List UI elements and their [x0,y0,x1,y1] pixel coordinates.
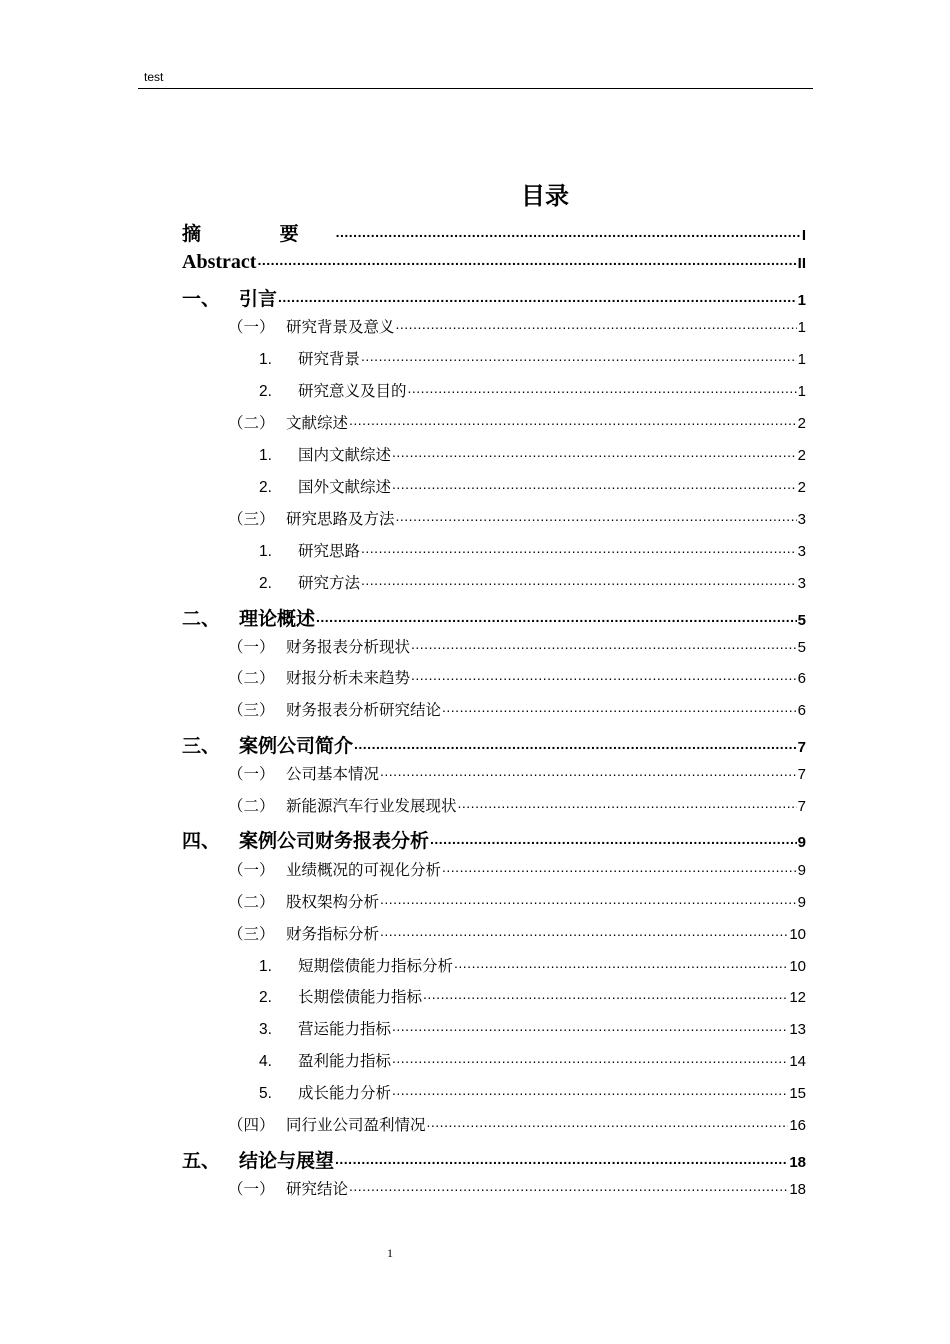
toc-entry-text: 研究思路及方法 [286,510,395,528]
toc-entry-number: 二、 [182,608,221,630]
toc-entry[interactable] [182,251,806,274]
toc-entry-number: （二） [228,893,275,911]
toc-entry-text: 结论与展望 [239,1150,335,1172]
toc-entry-text: 研究方法 [298,574,361,592]
toc-entry-text: 摘 要 [182,223,335,245]
toc-entry-number: 1. [259,958,272,975]
toc-entry-page: 15 [789,1085,806,1102]
toc-entry-page: 1 [797,292,806,309]
toc-dot-leader [349,412,797,428]
toc-entry-page: 18 [789,1154,806,1171]
toc-entry-label [182,284,277,311]
toc-entry[interactable] [182,666,806,688]
toc-entry[interactable] [182,794,806,816]
toc-dot-leader [361,540,797,556]
toc-dot-leader [408,380,797,396]
toc-entry[interactable] [182,1146,806,1173]
toc-entry-number: 5. [259,1085,272,1102]
toc-entry[interactable] [182,507,806,529]
toc-entry-number: （四） [228,1116,275,1134]
toc-entry-number: 1. [259,543,272,560]
toc-entry-number: 2. [259,479,272,496]
toc-entry-label [182,571,360,593]
toc-entry-number: 三、 [182,735,221,757]
toc-entry-label [182,443,391,465]
toc-entry-number: （一） [228,318,275,336]
toc-entry[interactable] [182,635,806,657]
toc-entry-number: 五、 [182,1150,221,1172]
toc-dot-leader [392,1018,788,1034]
toc-entry-label [182,604,315,631]
toc-entry[interactable] [182,922,806,944]
toc-entry[interactable] [182,604,806,631]
toc-entry-page: 7 [797,766,806,783]
toc-dot-leader [278,289,797,305]
toc-entry-label [182,858,441,880]
toc-entry-text: 营运能力指标 [298,1020,392,1038]
toc-entry-label [182,794,457,816]
toc-entry-text: 案例公司财务报表分析 [239,830,430,852]
toc-entry-number: （三） [228,925,275,943]
toc-entry-label [182,826,429,853]
toc-entry-label [182,475,391,497]
toc-entry-label [182,539,360,561]
toc-entry-label [182,411,348,433]
toc-dot-leader [411,667,797,683]
toc-entry-label [182,1146,334,1173]
toc-entry[interactable] [182,698,806,720]
toc-entry-number: （二） [228,414,275,432]
toc-entry-text: 同行业公司盈利情况 [286,1116,426,1134]
toc-entry-text: 理论概述 [239,608,316,630]
toc-entry[interactable] [182,1017,806,1039]
toc-entry-text: 公司基本情况 [286,765,380,783]
toc-entry-page: 6 [797,702,806,719]
toc-entry-number: （二） [228,669,275,687]
toc-entry-page: 13 [789,1021,806,1038]
toc-entry-label [182,922,379,944]
toc-entry-number: 2. [259,989,272,1006]
toc-dot-leader [411,636,797,652]
toc-entry-text: 引言 [239,288,278,310]
toc-entry-label [182,315,395,337]
toc-entry-page: 10 [789,926,806,943]
toc-entry[interactable] [182,1113,806,1135]
toc-entry-text: 财务报表分析现状 [286,638,411,656]
toc-entry-label [182,698,441,720]
toc-entry[interactable] [182,1049,806,1071]
toc-entry[interactable] [182,539,806,561]
toc-entry-text: 研究背景及意义 [286,318,395,336]
toc-entry-text: 业绩概况的可视化分析 [286,861,442,879]
toc-dot-leader [335,1151,788,1167]
toc-dot-leader [423,986,788,1002]
toc-entry-label [182,1113,426,1135]
toc-entry[interactable] [182,571,806,593]
toc-entry[interactable] [182,219,806,246]
toc-entry-label [182,731,353,758]
toc-entry-text: 长期偿债能力指标 [298,988,423,1006]
toc-entry-label [182,1081,391,1103]
toc-entry-text: 财报分析未来趋势 [286,669,411,687]
toc-entry-label [182,507,395,529]
toc-entry-text: 股权架构分析 [286,893,380,911]
toc-entry-page: 6 [797,670,806,687]
toc-entry-label [182,347,360,369]
toc-entry-text: 短期偿债能力指标分析 [298,957,454,975]
toc-entry-page: 3 [797,575,806,592]
toc-entry-number: 3. [259,1021,272,1038]
toc-entry-label [182,635,410,657]
toc-entry-text: 盈利能力指标 [298,1052,392,1070]
toc-entry-number: （三） [228,701,275,719]
toc-entry-text: 研究结论 [286,1180,349,1198]
toc-entry-number: 2. [259,383,272,400]
toc-entry[interactable] [182,1177,806,1199]
toc-entry-page: II [797,255,806,272]
toc-entry[interactable] [182,826,806,853]
toc-entry-page: 9 [797,862,806,879]
toc-entry-page: 7 [797,739,806,756]
toc-dot-leader [392,444,797,460]
toc-entry[interactable] [182,443,806,465]
toc-entry-label [182,1177,348,1199]
toc-entry[interactable] [182,890,806,912]
toc-dot-leader [427,1114,789,1130]
toc-dot-leader [458,795,797,811]
toc-entry[interactable] [182,347,806,369]
toc-dot-leader [257,252,796,268]
toc-entry-label [182,251,256,274]
toc-entry-text: Abstract [182,251,257,273]
toc-entry-page: 5 [797,639,806,656]
toc-dot-leader [361,572,797,588]
toc-entry[interactable] [182,731,806,758]
toc-entry-text: 文献综述 [286,414,349,432]
toc-entry-number: 四、 [182,830,221,852]
toc-entry-page: 2 [797,415,806,432]
toc-entry-text: 研究意义及目的 [298,382,407,400]
toc-entry-page: 12 [789,989,806,1006]
toc-entry-label [182,890,379,912]
toc-dot-leader [396,316,797,332]
toc-entry[interactable] [182,411,806,433]
toc-entry-label [182,666,410,688]
toc-entry[interactable] [182,858,806,880]
toc-entry-page: 18 [789,1181,806,1198]
toc-entry-text: 财务指标分析 [286,925,380,943]
toc-entry-page: 1 [797,383,806,400]
toc-dot-leader [380,891,797,907]
toc-entry[interactable] [182,954,806,976]
toc-entry-text: 案例公司简介 [239,735,354,757]
toc-dot-leader [442,859,797,875]
toc-entry-page: I [801,227,806,244]
toc-entry-text: 财务报表分析研究结论 [286,701,442,719]
toc-entry-label [182,985,422,1007]
toc-entry-page: 9 [797,894,806,911]
toc-entry-label [182,954,453,976]
toc-entry-page: 14 [789,1053,806,1070]
toc-dot-leader [316,609,797,625]
toc-dot-leader [442,699,797,715]
toc-entry-page: 9 [797,834,806,851]
toc-entry-page: 10 [789,958,806,975]
toc-dot-leader [430,831,797,847]
toc-entry-number: （三） [228,510,275,528]
header-rule [138,88,813,89]
toc-dot-leader [380,923,788,939]
page-header-text: test [144,70,164,84]
toc-dot-leader [392,1082,788,1098]
toc-entry-number: 一、 [182,288,221,310]
toc-entry-page: 2 [797,447,806,464]
toc-entry-label [182,219,335,246]
toc-dot-leader [336,224,801,240]
toc-entry-page: 3 [797,543,806,560]
toc-dot-leader [354,736,797,752]
toc-title: 目录 [521,182,569,210]
toc-dot-leader [454,955,788,971]
toc-entry-number: （一） [228,861,275,879]
toc-dot-leader [392,476,797,492]
toc-entry-number: 4. [259,1053,272,1070]
toc-dot-leader [392,1050,788,1066]
toc-entry-text: 国内文献综述 [298,446,392,464]
toc-entry-page: 1 [797,351,806,368]
toc-entry-text: 国外文献综述 [298,478,392,496]
footer-page-number: 1 [387,1246,393,1260]
toc-entry-page: 2 [797,479,806,496]
toc-entry-number: 1. [259,447,272,464]
toc-entry[interactable] [182,315,806,337]
toc-entry-label [182,1017,391,1039]
toc-entry-page: 16 [789,1117,806,1134]
toc-entry[interactable] [182,985,806,1007]
toc-entry[interactable] [182,475,806,497]
toc-entry-text: 研究背景 [298,350,361,368]
toc-dot-leader [380,763,797,779]
toc-entry-page: 1 [797,319,806,336]
toc-entry-number: 1. [259,351,272,368]
toc-entry-label [182,762,379,784]
toc-entry-text: 成长能力分析 [298,1084,392,1102]
toc-dot-leader [396,508,797,524]
toc-entry-number: （一） [228,638,275,656]
toc-entry-page: 3 [797,511,806,528]
toc-entry[interactable] [182,379,806,401]
toc-dot-leader [349,1178,788,1194]
toc-entry[interactable] [182,284,806,311]
toc-entry[interactable] [182,1081,806,1103]
toc-entry-number: 2. [259,575,272,592]
toc-entry-label [182,379,407,401]
toc-entry-text: 新能源汽车行业发展现状 [286,797,457,815]
toc-entry-number: （二） [228,797,275,815]
toc-entry-number: （一） [228,1180,275,1198]
toc-entry-text: 研究思路 [298,542,361,560]
toc-entry-page: 5 [797,612,806,629]
toc-dot-leader [361,348,797,364]
toc-entry[interactable] [182,762,806,784]
toc-entry-label [182,1049,391,1071]
toc-entry-page: 7 [797,798,806,815]
toc-entry-number: （一） [228,765,275,783]
